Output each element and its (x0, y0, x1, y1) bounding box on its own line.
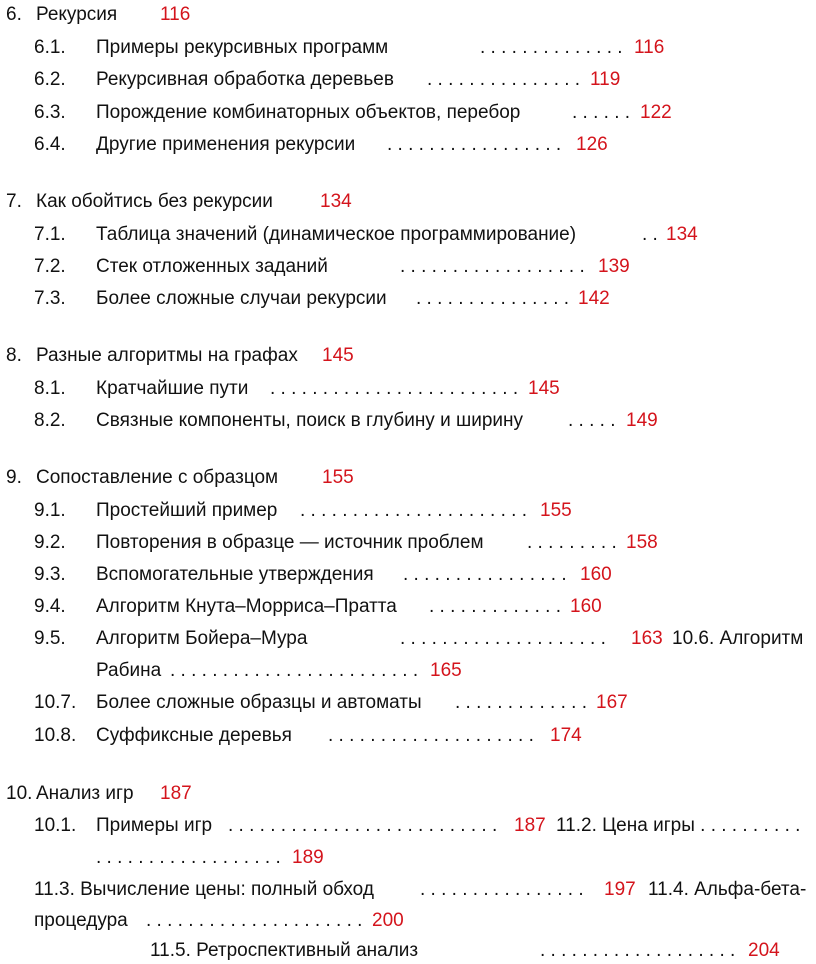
section-8-2-number: 8.2. (34, 410, 66, 431)
chapter-6-page[interactable]: 116 (160, 4, 191, 25)
section-9-4-page[interactable]: 160 (570, 596, 602, 617)
section-7-1-leader: . . (642, 224, 658, 245)
section-9-1-leader: . . . . . . . . . . . . . . . . . . . . . . (300, 500, 527, 521)
section-6-4-page[interactable]: 126 (576, 134, 608, 155)
section-10-1-title[interactable]: Примеры игр (96, 815, 213, 836)
chapter-10-number: 10. (6, 783, 33, 804)
section-8-1-leader: . . . . . . . . . . . . . . . . . . . . . . . . (270, 378, 519, 399)
section-6-2-title[interactable]: Рекурсивная обработка деревьев (96, 69, 394, 90)
section-6-1-number: 6.1. (34, 37, 66, 58)
section-6-1-page[interactable]: 116 (634, 37, 665, 58)
section-8-1-number: 8.1. (34, 378, 66, 399)
chapter-9-number: 9. (6, 467, 22, 488)
chapter-10-page[interactable]: 187 (160, 783, 192, 804)
section-7-2-number: 7.2. (34, 256, 66, 277)
section-9-4-number: 9.4. (34, 596, 66, 617)
section-11-4-title-start[interactable]: 11.4. Альфа-бета- (648, 879, 807, 900)
section-11-5-title[interactable]: 11.5. Ретроспективный анализ (150, 940, 419, 961)
section-9-5-title[interactable]: Алгоритм Бойера–Мура (96, 628, 308, 649)
section-8-1-page[interactable]: 145 (528, 378, 560, 399)
chapter-7-page[interactable]: 134 (320, 191, 352, 212)
section-10-8-number: 10.8. (34, 725, 77, 746)
chapter-9-title[interactable]: Сопоставление с образцом (36, 467, 279, 488)
section-10-1-number: 10.1. (34, 815, 77, 836)
section-10-7-page[interactable]: 167 (596, 692, 628, 713)
section-10-7-number: 10.7. (34, 692, 77, 713)
section-9-1-title[interactable]: Простейший пример (96, 500, 278, 521)
section-10-8-title[interactable]: Суффиксные деревья (96, 725, 292, 746)
chapter-7-number: 7. (6, 191, 22, 212)
section-10-6-title-end[interactable]: Рабина (96, 660, 162, 681)
section-7-3-leader: . . . . . . . . . . . . . . . (416, 288, 570, 309)
section-10-7-title[interactable]: Более сложные образцы и автоматы (96, 692, 422, 713)
chapter-8-title[interactable]: Разные алгоритмы на графах (36, 345, 298, 366)
section-11-2-page[interactable]: 189 (292, 847, 324, 868)
section-9-5-number: 9.5. (34, 628, 66, 649)
section-9-5-leader: . . . . . . . . . . . . . . . . . . . . (400, 628, 606, 649)
section-10-7-leader: . . . . . . . . . . . . . (455, 692, 587, 713)
section-6-3-title[interactable]: Порождение комбинаторных объектов, перебор (96, 102, 521, 123)
section-6-4-leader: . . . . . . . . . . . . . . . . . (387, 134, 562, 155)
section-11-4-leader: . . . . . . . . . . . . . . . . . . . . . (146, 910, 363, 931)
chapter-10-title[interactable]: Анализ игр (36, 783, 134, 804)
section-7-2-leader: . . . . . . . . . . . . . . . . . . (400, 256, 585, 277)
section-8-2-page[interactable]: 149 (626, 410, 658, 431)
section-9-2-number: 9.2. (34, 532, 66, 553)
section-9-3-leader: . . . . . . . . . . . . . . . . (403, 564, 567, 585)
section-11-4-title-end[interactable]: процедура (34, 910, 128, 931)
section-9-5-page[interactable]: 163 (631, 628, 663, 649)
section-11-3-title[interactable]: 11.3. Вычисление цены: полный обход (34, 879, 374, 900)
section-6-1-leader: . . . . . . . . . . . . . . (480, 37, 623, 58)
section-10-6-title-start[interactable]: 10.6. Алгоритм (672, 628, 804, 649)
section-10-8-leader: . . . . . . . . . . . . . . . . . . . . (328, 725, 534, 746)
section-9-4-title[interactable]: Алгоритм Кнута–Морриса–Пратта (96, 596, 397, 617)
section-11-4-page[interactable]: 200 (372, 910, 404, 931)
section-9-3-page[interactable]: 160 (580, 564, 612, 585)
section-11-5-leader: . . . . . . . . . . . . . . . . . . . (540, 940, 736, 961)
section-9-2-title[interactable]: Повторения в образце — источник проблем (96, 532, 484, 553)
section-8-2-title[interactable]: Связные компоненты, поиск в глубину и ширину (96, 410, 524, 431)
chapter-8-number: 8. (6, 345, 22, 366)
section-9-1-number: 9.1. (34, 500, 66, 521)
section-7-2-page[interactable]: 139 (598, 256, 630, 277)
chapter-8-page[interactable]: 145 (322, 345, 354, 366)
chapter-6-number: 6. (6, 4, 22, 25)
chapter-6-title[interactable]: Рекурсия (36, 4, 118, 25)
section-10-8-page[interactable]: 174 (550, 725, 582, 746)
section-10-1-page[interactable]: 187 (514, 815, 546, 836)
section-6-2-page[interactable]: 119 (590, 69, 621, 90)
section-9-3-number: 9.3. (34, 564, 66, 585)
section-9-3-title[interactable]: Вспомогательные утверждения (96, 564, 374, 585)
chapter-7-title[interactable]: Как обойтись без рекурсии (36, 191, 273, 212)
section-7-3-page[interactable]: 142 (578, 288, 610, 309)
section-6-2-number: 6.2. (34, 69, 66, 90)
section-9-4-leader: . . . . . . . . . . . . . (429, 596, 561, 617)
section-7-3-number: 7.3. (34, 288, 66, 309)
section-6-4-number: 6.4. (34, 134, 66, 155)
section-10-6-page[interactable]: 165 (430, 660, 462, 681)
section-10-6-leader: . . . . . . . . . . . . . . . . . . . . . . . . (170, 660, 419, 681)
section-6-3-page[interactable]: 122 (640, 102, 672, 123)
section-7-1-page[interactable]: 134 (666, 224, 698, 245)
section-7-1-number: 7.1. (34, 224, 66, 245)
section-8-2-leader: . . . . . (568, 410, 616, 431)
section-11-2-leader: . . . . . . . . . . . . . . . . . . (96, 847, 281, 868)
section-9-1-page[interactable]: 155 (540, 500, 572, 521)
section-9-2-leader: . . . . . . . . . (527, 532, 617, 553)
section-6-4-title[interactable]: Другие применения рекурсии (96, 134, 356, 155)
section-11-2-title[interactable]: 11.2. Цена игры . . . . . . . . . . (556, 815, 801, 836)
section-11-3-leader: . . . . . . . . . . . . . . . . (420, 879, 584, 900)
section-11-3-page[interactable]: 197 (604, 879, 636, 900)
section-9-2-page[interactable]: 158 (626, 532, 658, 553)
section-7-3-title[interactable]: Более сложные случаи рекурсии (96, 288, 387, 309)
section-6-1-title[interactable]: Примеры рекурсивных программ (96, 37, 389, 58)
section-7-1-title[interactable]: Таблица значений (динамическое программирование) (96, 224, 577, 245)
section-7-2-title[interactable]: Стек отложенных заданий (96, 256, 328, 277)
section-6-3-number: 6.3. (34, 102, 66, 123)
section-6-3-leader: . . . . . . (572, 102, 631, 123)
section-6-2-leader: . . . . . . . . . . . . . . . (427, 69, 581, 90)
section-10-1-leader: . . . . . . . . . . . . . . . . . . . . . . . . . . (228, 815, 498, 836)
section-8-1-title[interactable]: Кратчайшие пути (96, 378, 249, 399)
section-11-5-page[interactable]: 204 (748, 940, 780, 961)
chapter-9-page[interactable]: 155 (322, 467, 354, 488)
